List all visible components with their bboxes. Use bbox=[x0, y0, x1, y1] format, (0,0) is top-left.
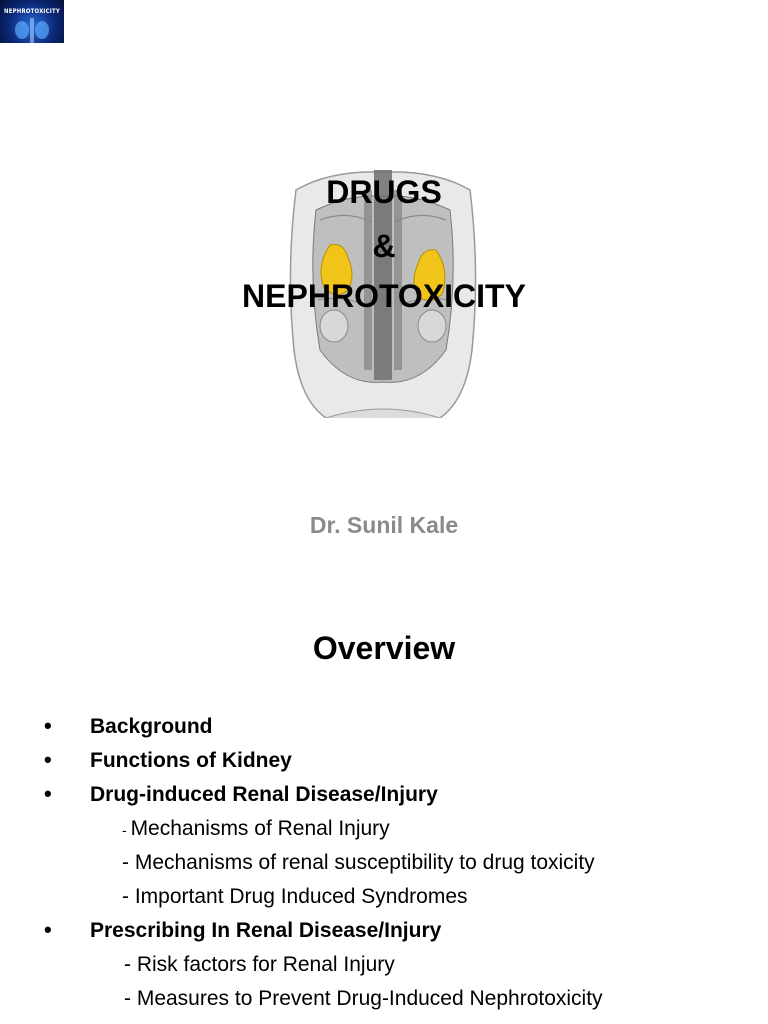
sub-item-dash: - bbox=[124, 987, 137, 1010]
author-name: Dr. Sunil Kale bbox=[309, 512, 459, 538]
sub-item-label: Important Drug Induced Syndromes bbox=[134, 885, 468, 908]
logo-text: NEPHROTOXICITY bbox=[3, 8, 60, 15]
bullet-icon: • bbox=[44, 747, 52, 772]
overview-heading: Overview bbox=[312, 630, 456, 666]
sub-item-label: Mechanisms of Renal Injury bbox=[130, 817, 390, 840]
bullet-icon: • bbox=[44, 781, 52, 806]
sub-item-label: Mechanisms of renal susceptibility to drug toxicity bbox=[134, 851, 595, 874]
list-item-drug-induced: Drug-induced Renal Disease/Injury bbox=[90, 783, 438, 806]
list-item-background: Background bbox=[90, 715, 213, 738]
sub-item-label: Risk factors for Renal Injury bbox=[136, 953, 395, 976]
list-item-functions: Functions of Kidney bbox=[90, 749, 292, 772]
sub-item-dash: - bbox=[122, 822, 131, 838]
sub-item-dash: - bbox=[124, 953, 137, 976]
sub-item-susceptibility bbox=[122, 850, 595, 876]
title-line-1: DRUGS bbox=[326, 174, 442, 210]
kidney-icon bbox=[0, 0, 64, 43]
sub-item-measures bbox=[124, 986, 603, 1012]
title-line-2: & bbox=[372, 228, 396, 264]
title-line-3: NEPHROTOXICITY bbox=[242, 278, 526, 314]
sub-item-risk-factors bbox=[124, 952, 395, 978]
bullet-icon: • bbox=[44, 713, 52, 738]
sub-item-label: Measures to Prevent Drug-Induced Nephrotoxicity bbox=[136, 987, 603, 1010]
nephrotoxicity-logo bbox=[0, 0, 64, 43]
sub-item-dash: - bbox=[122, 885, 135, 908]
sub-item-syndromes bbox=[122, 884, 468, 910]
bullet-icon: • bbox=[44, 917, 52, 942]
sub-item-dash: - bbox=[122, 851, 135, 874]
sub-item-mechanisms bbox=[122, 816, 390, 843]
list-item-prescribing: Prescribing In Renal Disease/Injury bbox=[90, 919, 442, 942]
